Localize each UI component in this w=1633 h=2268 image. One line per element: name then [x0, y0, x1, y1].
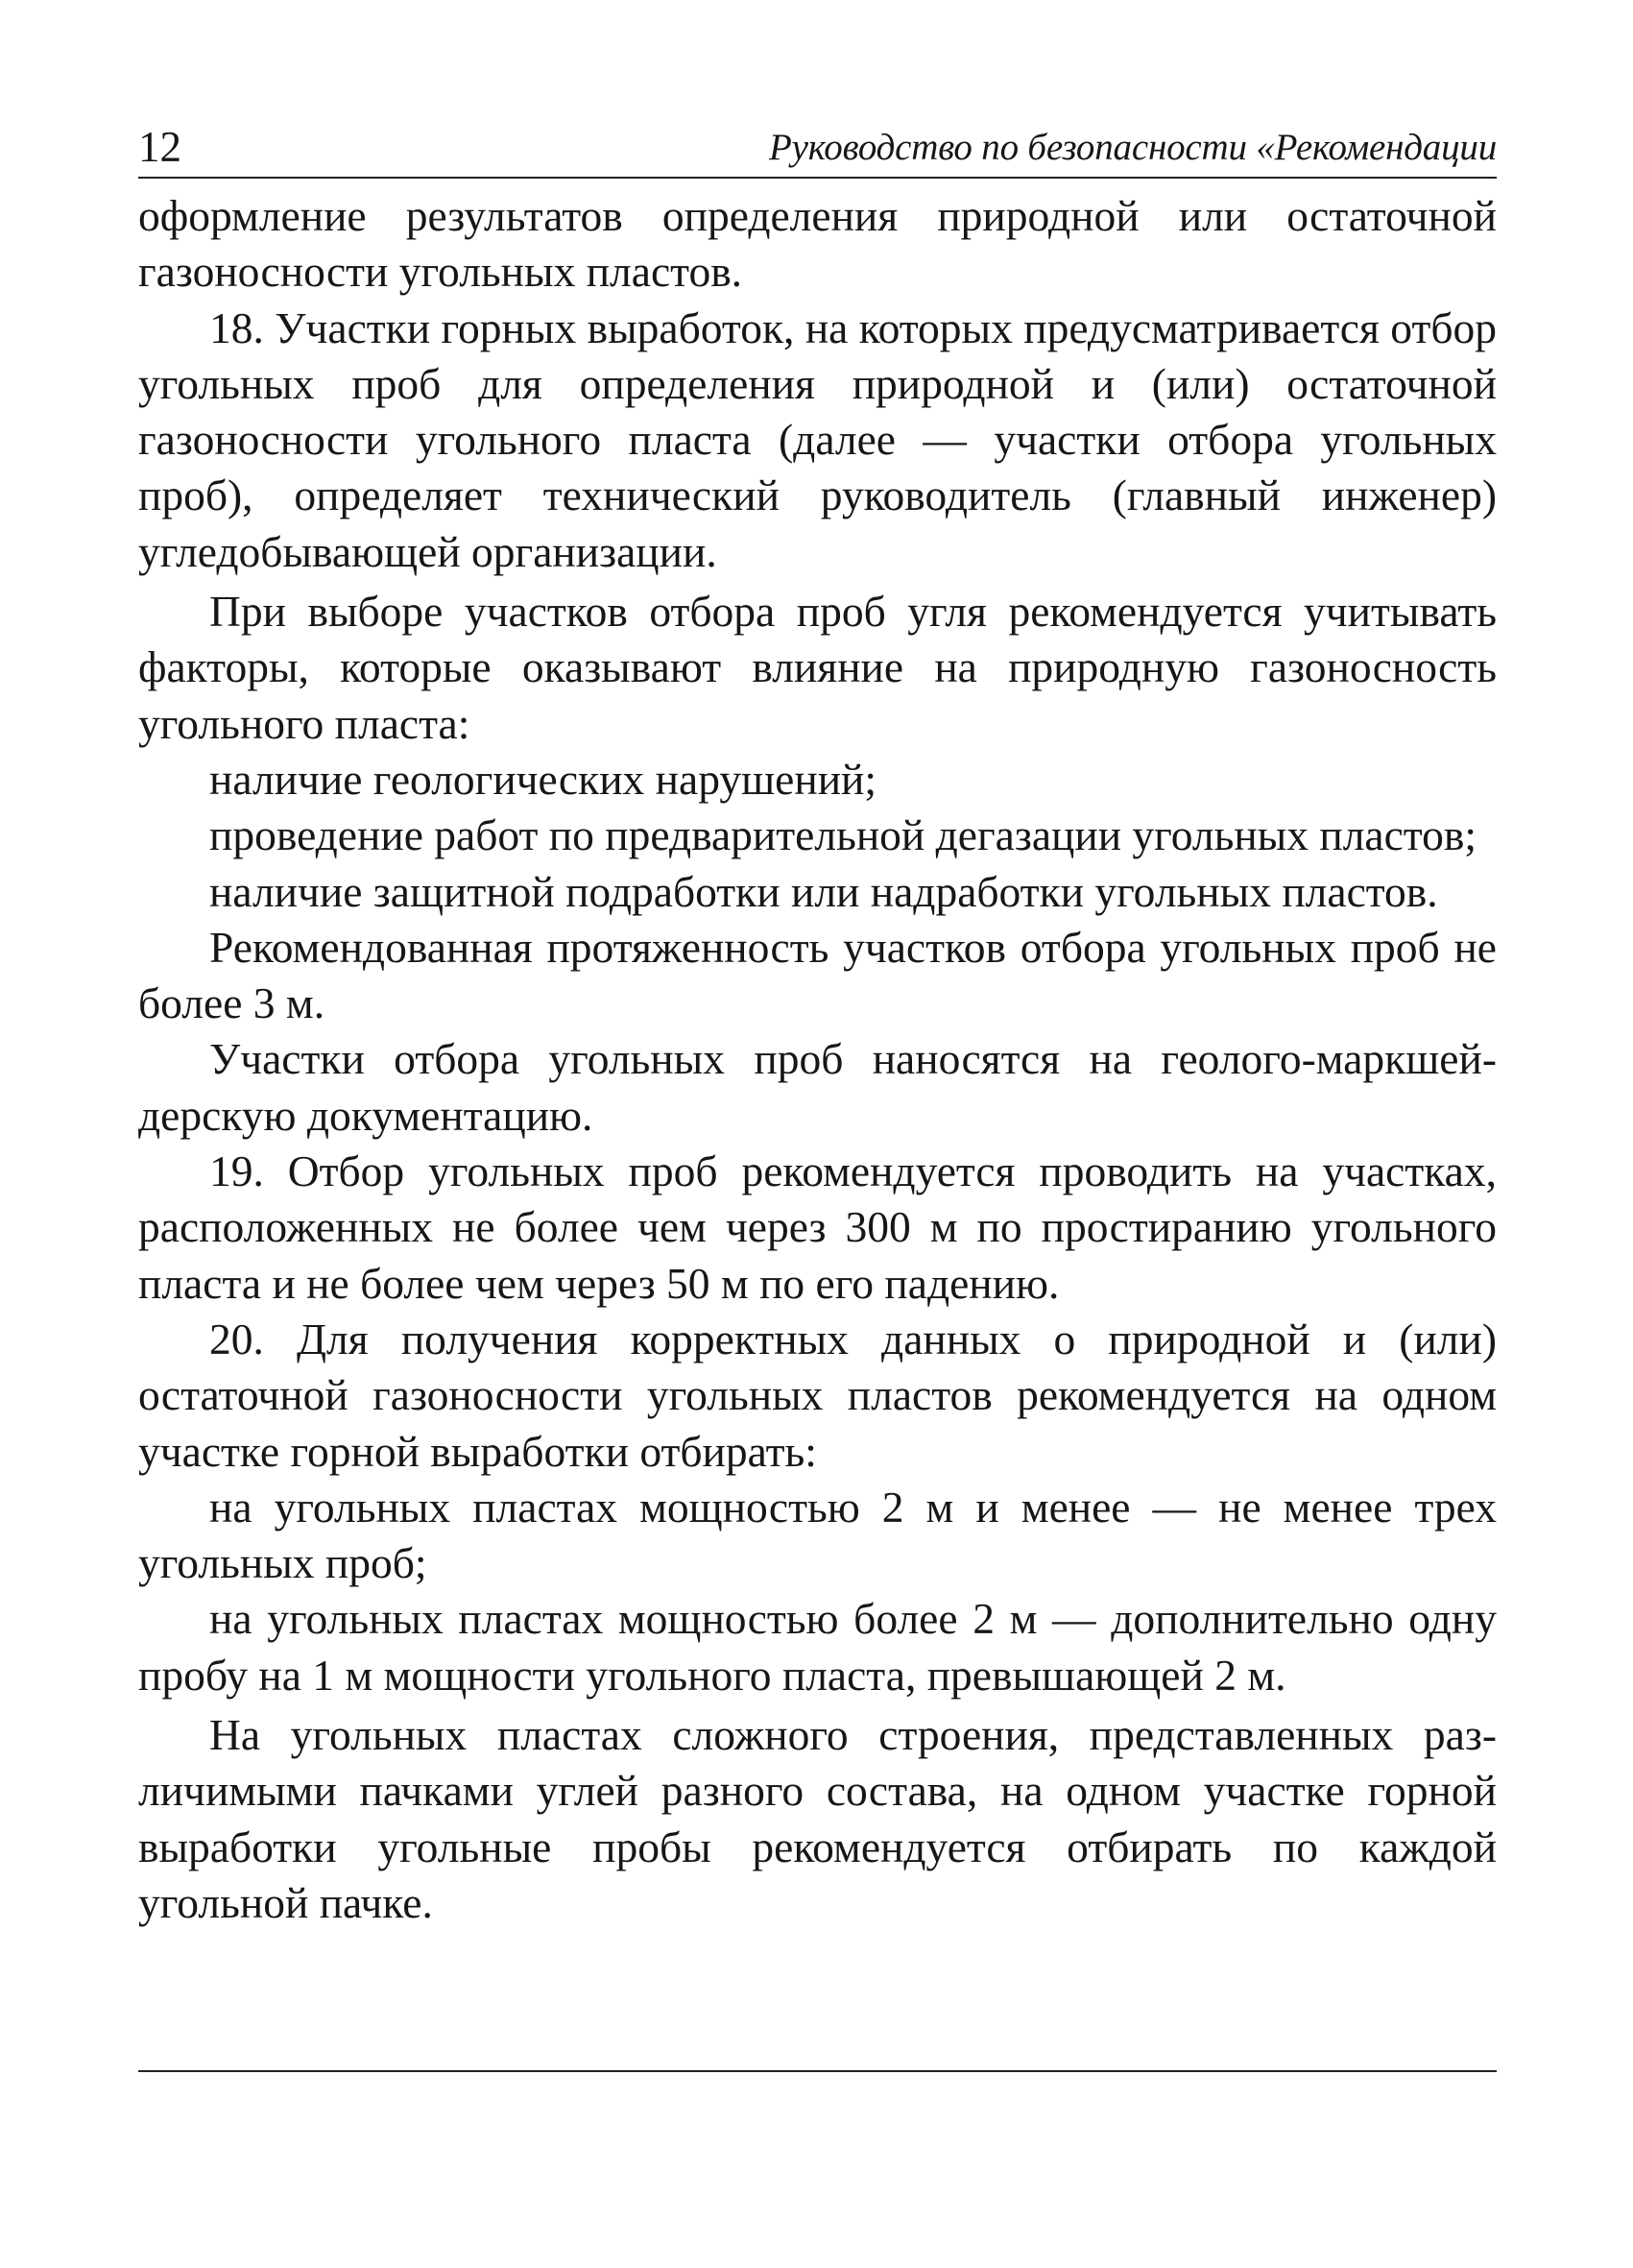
page-header [138, 123, 1497, 175]
paragraph-factor-geological: наличие геологических нарушений; [209, 754, 877, 804]
running-title: Руководство по безопасности «Рекомендации [769, 127, 1497, 168]
paragraph-item-20: 20. Для получения корректных данных о природной и (или) остаточной газоносности угольных пластов рекомендуется на одном участке горной выработки отбирать: [138, 1314, 1497, 1476]
paragraph-documentation: Участки отбора угольных проб наносятся на геолого-маркшейдерскую документацию. [138, 1034, 1497, 1140]
body-text [138, 188, 1497, 1931]
paragraph-section-length: Рекомендованная протяженность участков отбора угольных проб не более 3 м. [138, 922, 1497, 1028]
paragraph-complex-seams: На угольных пластах сложного строения, представленных различимыми пачками углей разного состава, на одном участке горной выработки угольные пробы рекомендуется отбирать по каждой угольной пачке. [138, 1710, 1497, 1927]
paragraph-factors-intro: При выборе участков отбора проб угля рекомендуется учитывать факторы, которые оказывают влияние на природную газоносность угольного пласта: [138, 587, 1497, 748]
paragraph-item-18: 18. Участки горных выработок, на которых предусматривается отбор угольных проб для определения природной и (или) остаточной газоносности угольного пласта (далее — участки отбора угольных проб), определяет технический руководитель (главный инженер) угледобывающей организации. [138, 302, 1497, 576]
paragraph-continuation: оформление результатов определения природной или остаточной газоносности угольных пластов. [138, 191, 1497, 297]
footer-divider [138, 2070, 1497, 2072]
paragraph-factor-protective: наличие защитной подработки или надработки угольных пластов. [209, 866, 1438, 916]
paragraph-factor-degassing: проведение работ по предварительной дегазации угольных пластов; [209, 810, 1477, 860]
header-divider [138, 177, 1497, 179]
page-number: 12 [138, 123, 181, 171]
paragraph-seam-thin: на угольных пластах мощностью 2 м и менее — не менее трех угольных проб; [138, 1482, 1497, 1588]
paragraph-item-19: 19. Отбор угольных проб рекомендуется проводить на участках, расположенных не более чем через 300 м по простиранию угольного пласта и не более чем через 50 м по его падению. [138, 1146, 1497, 1308]
paragraph-seam-thick: на угольных пластах мощностью более 2 м — дополнительно одну пробу на 1 м мощности угольного пласта, превышающей 2 м. [138, 1594, 1497, 1700]
